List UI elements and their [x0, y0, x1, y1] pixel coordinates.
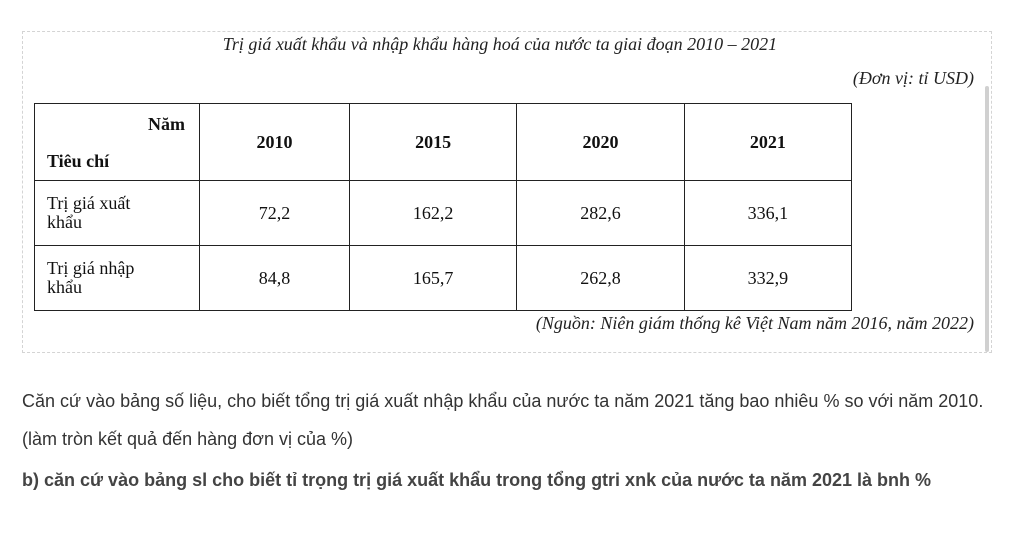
year-header: 2015 — [350, 104, 517, 181]
question-text: Căn cứ vào bảng số liệu, cho biết tổng trị giá xuất nhập khẩu của nước ta năm 2021 tăng bao nhiêu % so với năm 2010. (làm tròn kết quả đến hàng đơn vị của %) — [22, 391, 984, 449]
source-note: (Nguồn: Niên giám thống kê Việt Nam năm 2016, năm 2022) — [535, 313, 974, 333]
row-label-export — [35, 181, 200, 246]
table-cell: 165,7 — [350, 246, 517, 311]
corner-cell — [35, 104, 200, 181]
row-label-line: khẩu — [47, 212, 82, 232]
table-title: Trị giá xuất khẩu và nhập khẩu hàng hoá của nước ta giai đoạn 2010 – 2021 — [222, 34, 778, 54]
year-header: 2010 — [200, 104, 350, 181]
year-header: 2020 — [517, 104, 684, 181]
table-cell: 162,2 — [350, 181, 517, 246]
unit-label: (Đơn vị: tỉ USD) — [852, 68, 974, 88]
table-cell: 72,2 — [200, 181, 350, 246]
year-header: 2021 — [684, 104, 851, 181]
corner-criteria-label: Tiêu chí — [47, 151, 110, 171]
table-cell: 282,6 — [517, 181, 684, 246]
table-cell: 336,1 — [684, 181, 851, 246]
row-label-line: Trị giá xuất — [47, 193, 131, 213]
question-part-b: b) căn cứ vào bảng sl cho biết tỉ trọng trị giá xuất khẩu trong tổng gtri xnk của nước ta năm 2021 là bnh % — [22, 470, 931, 490]
row-label-line: khẩu — [47, 277, 82, 297]
row-label-line: Trị giá nhập — [47, 258, 135, 278]
row-label-import — [35, 246, 200, 311]
table-cell: 84,8 — [200, 246, 350, 311]
header-row — [35, 104, 852, 181]
table-row-import — [35, 246, 852, 311]
table-cell: 332,9 — [684, 246, 851, 311]
scrollbar[interactable] — [985, 86, 989, 352]
table-cell: 262,8 — [517, 246, 684, 311]
corner-year-label: Năm — [148, 114, 185, 134]
table-row-export — [35, 181, 852, 246]
data-table — [34, 103, 852, 311]
